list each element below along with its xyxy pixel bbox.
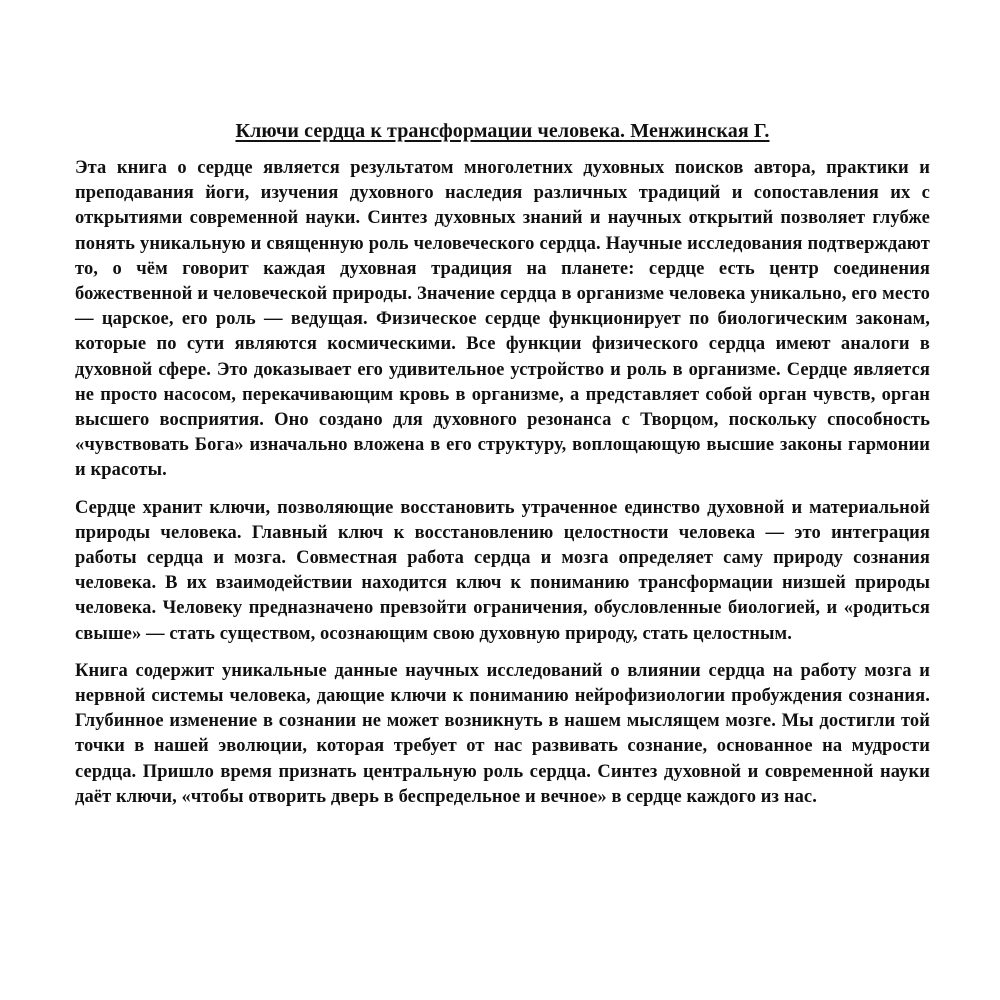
paragraph-2: Сердце хранит ключи, позволяющие восстановить утраченное единство духовной и материальной природы человека. Главный ключ к восстановлению целостности человека — это интеграция работы сердца и мозга. Совместная работа сердца и мозга определяет саму природу сознания человека. В их взаимодействии находится ключ к пониманию трансформации низшей природы человека. Человеку предназначено превзойти ограничения, обусловленные биологией, и «родиться свыше» — стать существом, осознающим свою духовную природу, стать целостным. [75, 497, 930, 644]
paragraph-3: Книга содержит уникальные данные научных исследований о влиянии сердца на работу мозга и нервной системы человека, дающие ключи к пониманию нейрофизиологии пробуждения сознания. Глубинное изменение в сознании не может возникнуть в нашем мыслящем мозге. Мы достигли той точки в нашей эволюции, которая требует от нас развивать сознание, основанное на мудрости сердца. Пришло время признать центральную роль сердца. Синтез духовной и современной науки даёт ключи, «чтобы отворить дверь в беспредельное и вечное» в сердце каждого из нас. [75, 660, 930, 807]
paragraph-1: Эта книга о сердце является результатом многолетних духовных поисков автора, практики и преподавания йоги, изучения духовного наследия различных традиций и сопоставления их с открытиями современной науки. Синтез духовных знаний и научных открытий позволяет глубже понять уникальную и священную роль человеческого сердца. Научные исследования подтверждают то, о чём говорит каждая духовная традиция на планете: сердце есть центр соединения божественной и человеческой природы. Значение сердца в организме человека уникально, его место — царское, его роль — ведущая. Физическое сердце функционирует по биологическим законам, которые по сути являются космическими. Все функции физического сердца имеют аналоги в духовной сфере. Это доказывает его удивительное устройство и роль в организме. Сердце является не просто насосом, перекачивающим кровь в организме, а представляет собой орган чувств, орган высшего восприятия. Оно создано для духовного резонанса с Творцом, поскольку способность «чувствовать Бога» изначально вложена в его структуру, воплощающую высшие законы гармонии и красоты. [75, 158, 930, 481]
document-page [75, 118, 930, 822]
document-title: Ключи сердца к трансформации человека. Менжинская Г. [235, 120, 770, 142]
